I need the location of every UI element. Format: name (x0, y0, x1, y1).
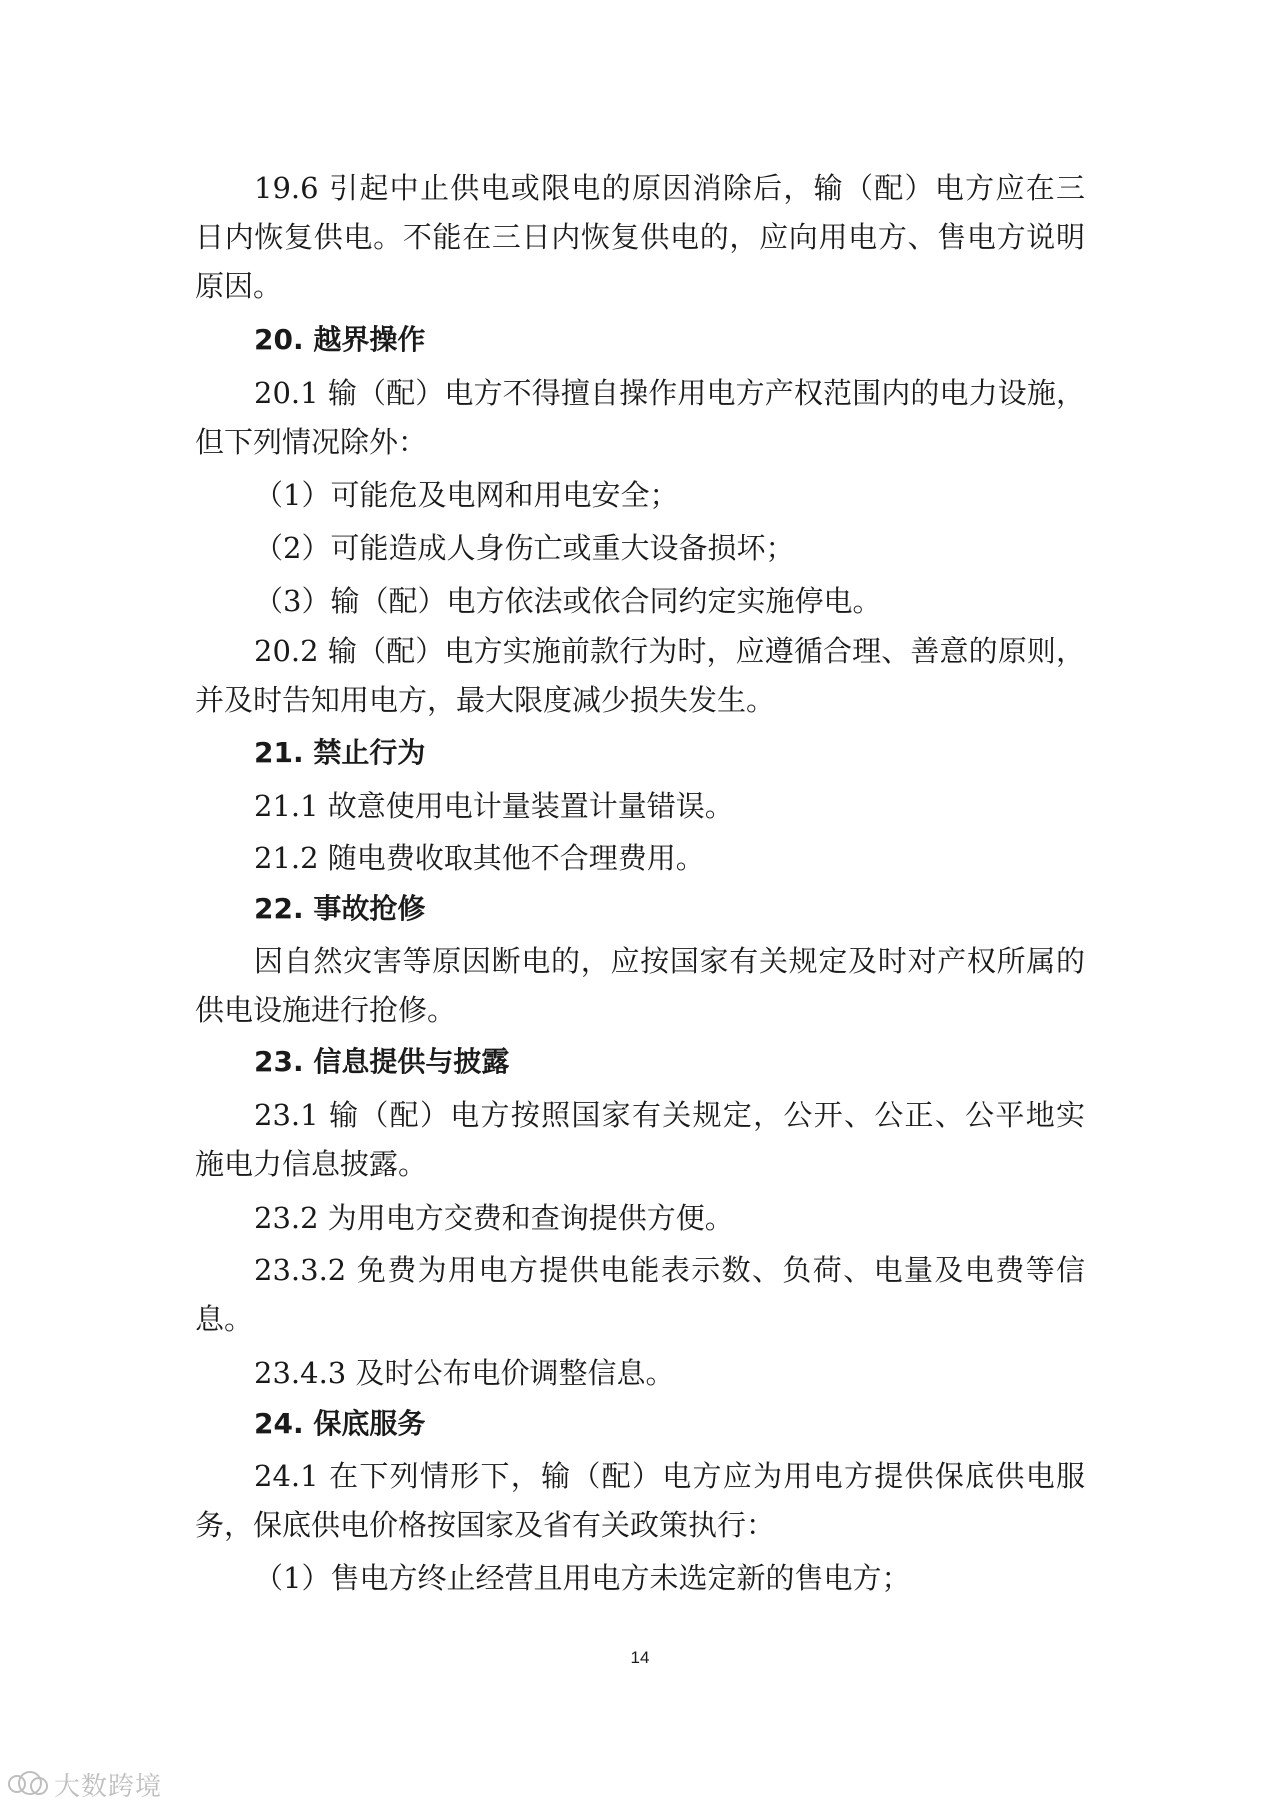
paragraph-20-1-line-2: 但下列情况除外： (195, 425, 428, 459)
watermark (8, 1766, 162, 1803)
list-item-24-1-1: （1）售电方终止经营且用电方未选定新的售电方； (254, 1561, 911, 1595)
paragraph-21-2: 21.2 随电费收取其他不合理费用。 (254, 841, 705, 875)
paragraph-20-2-line-1: 20.2 输（配）电方实施前款行为时，应遵循合理、善意的原则， (254, 634, 1085, 668)
paragraph-23-3-2-line-1: 23.3.2 免费为用电方提供电能表示数、负荷、电量及电费等信 (254, 1253, 1085, 1287)
paragraph-23-4-3: 23.4.3 及时公布电价调整信息。 (254, 1356, 675, 1390)
paragraph-22-line-1: 因自然灾害等原因断电的，应按国家有关规定及时对产权所属的 (254, 944, 1085, 978)
paragraph-23-2: 23.2 为用电方交费和查询提供方便。 (254, 1201, 734, 1235)
paragraph-23-1-line-2: 施电力信息披露。 (195, 1147, 428, 1181)
list-item-20-1-2: （2）可能造成人身伤亡或重大设备损坏； (254, 531, 795, 565)
paragraph-20-1-line-1: 20.1 输（配）电方不得擅自操作用电方产权范围内的电力设施， (254, 376, 1085, 410)
paragraph-19-6-line-2: 日内恢复供电。不能在三日内恢复供电的，应向用电方、售电方说明 (195, 220, 1085, 254)
paragraph-24-1-line-1: 24.1 在下列情形下，输（配）电方应为用电方提供保底供电服 (254, 1459, 1085, 1493)
paragraph-19-6-line-1: 19.6 引起中止供电或限电的原因消除后，输（配）电方应在三 (254, 171, 1085, 205)
list-item-20-1-3: （3）输（配）电方依法或依合同约定实施停电。 (254, 584, 882, 618)
paragraph-23-3-2-line-2: 息。 (195, 1302, 254, 1336)
list-item-20-1-1: （1）可能危及电网和用电安全； (254, 478, 679, 512)
section-heading-21: 21. 禁止行为 (254, 736, 426, 769)
paragraph-24-1-line-2: 务，保底供电价格按国家及省有关政策执行： (195, 1508, 776, 1542)
paragraph-19-6-line-3: 原因。 (195, 269, 283, 303)
page-number: 14 (630, 1648, 650, 1667)
paragraph-22-line-2: 供电设施进行抢修。 (195, 993, 457, 1027)
section-heading-20: 20. 越界操作 (254, 323, 426, 356)
watermark-logo-icon (8, 1769, 48, 1801)
paragraph-20-2-line-2: 并及时告知用电方，最大限度减少损失发生。 (195, 683, 776, 717)
watermark-text: 大数跨境 (54, 1772, 163, 1802)
paragraph-21-1: 21.1 故意使用电计量装置计量错误。 (254, 789, 734, 823)
paragraph-23-1-line-1: 23.1 输（配）电方按照国家有关规定，公开、公正、公平地实 (254, 1098, 1085, 1132)
section-heading-22: 22. 事故抢修 (254, 892, 426, 925)
section-heading-23: 23. 信息提供与披露 (254, 1045, 510, 1078)
section-heading-24: 24. 保底服务 (254, 1407, 426, 1440)
